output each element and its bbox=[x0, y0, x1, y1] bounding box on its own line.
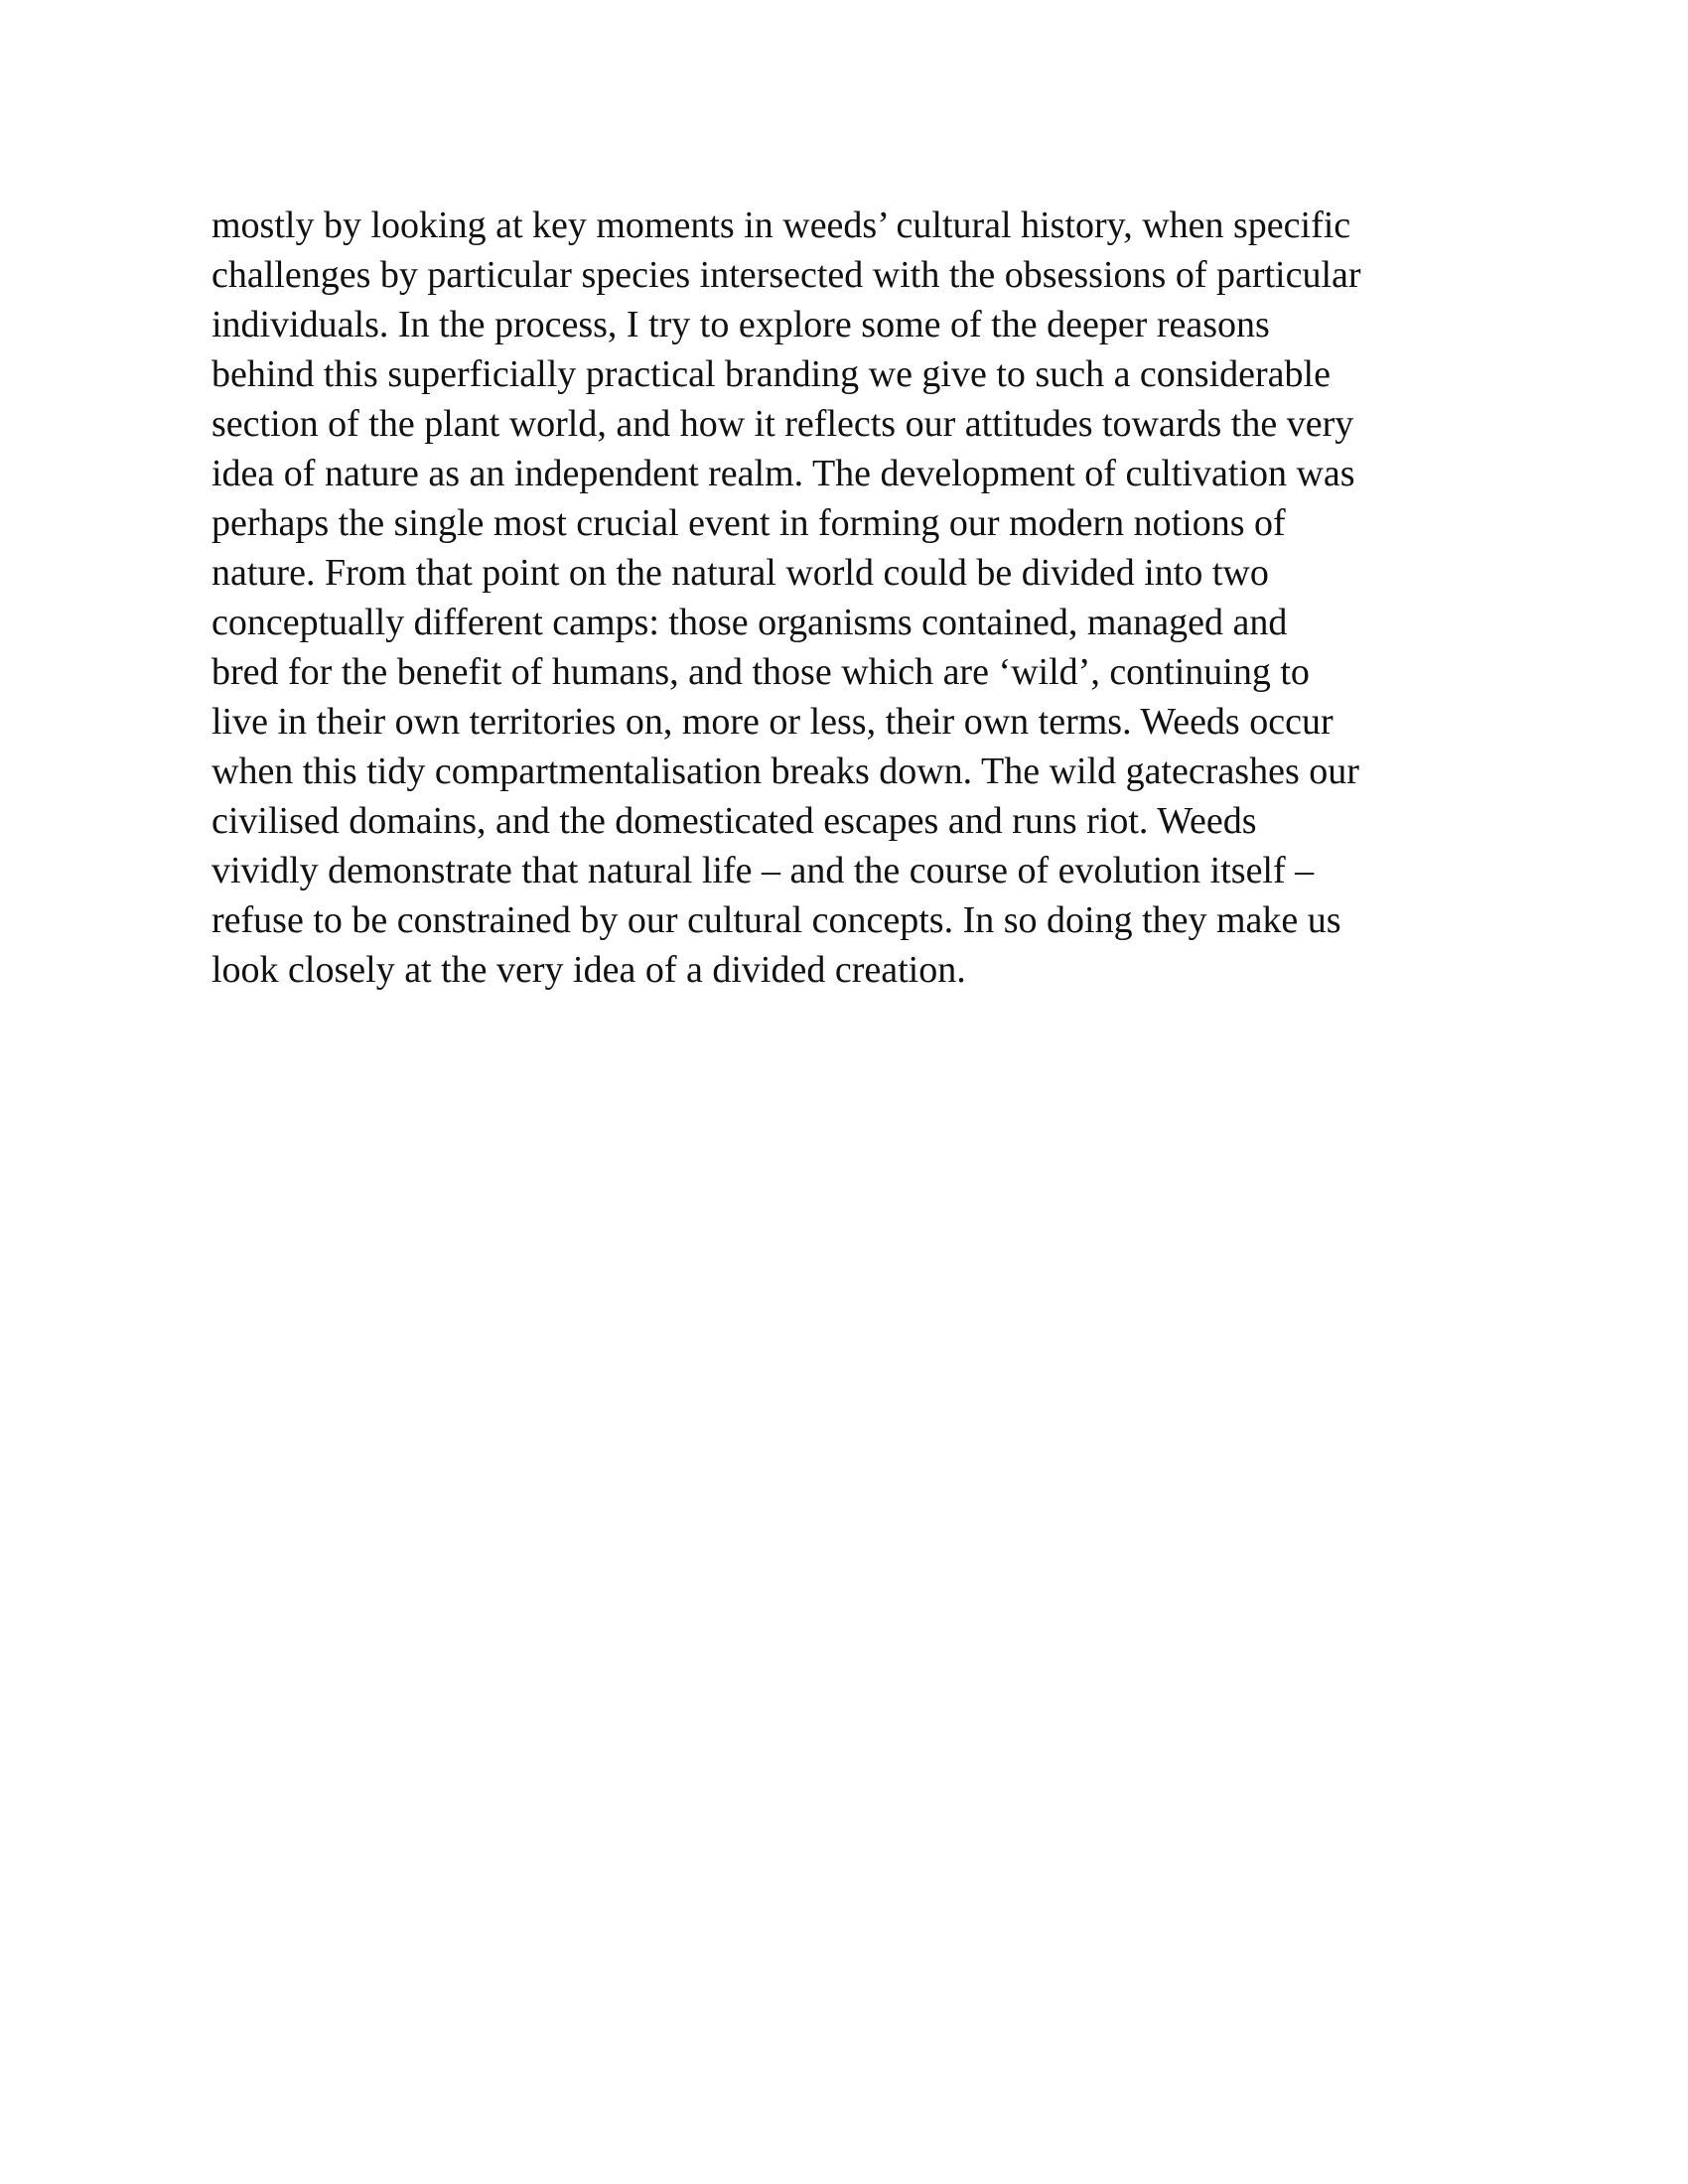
paragraph-line: vividly demonstrate that natural life – and the course of evolution itself – bbox=[211, 850, 1315, 891]
paragraph-line: look closely at the very idea of a divided creation. bbox=[211, 949, 966, 991]
paragraph-line: civilised domains, and the domesticated escapes and runs riot. Weeds bbox=[211, 800, 1257, 842]
paragraph-line: individuals. In the process, I try to explore some of the deeper reasons bbox=[211, 304, 1270, 345]
paragraph-line: conceptually different camps: those organisms contained, managed and bbox=[211, 602, 1288, 643]
paragraph-line: idea of nature as an independent realm. The development of cultivation was bbox=[211, 453, 1355, 494]
body-paragraph bbox=[211, 201, 1502, 995]
paragraph-line: bred for the benefit of humans, and those which are ‘wild’, continuing to bbox=[211, 651, 1310, 693]
paragraph-line: live in their own territories on, more or less, their own terms. Weeds occur bbox=[211, 701, 1334, 743]
paragraph-line: when this tidy compartmentalisation breaks down. The wild gatecrashes our bbox=[211, 751, 1359, 792]
paragraph-line: nature. From that point on the natural world could be divided into two bbox=[211, 552, 1269, 594]
paragraph-line: refuse to be constrained by our cultural concepts. In so doing they make us bbox=[211, 899, 1341, 941]
paragraph-line: behind this superficially practical branding we give to such a considerable bbox=[211, 353, 1331, 395]
paragraph-line: challenges by particular species intersected with the obsessions of particular bbox=[211, 254, 1361, 296]
paragraph-line: section of the plant world, and how it reflects our attitudes towards the very bbox=[211, 403, 1354, 445]
paragraph-line: mostly by looking at key moments in weeds’ cultural history, when specific bbox=[211, 205, 1351, 246]
paragraph-line: perhaps the single most crucial event in forming our modern notions of bbox=[211, 502, 1286, 544]
